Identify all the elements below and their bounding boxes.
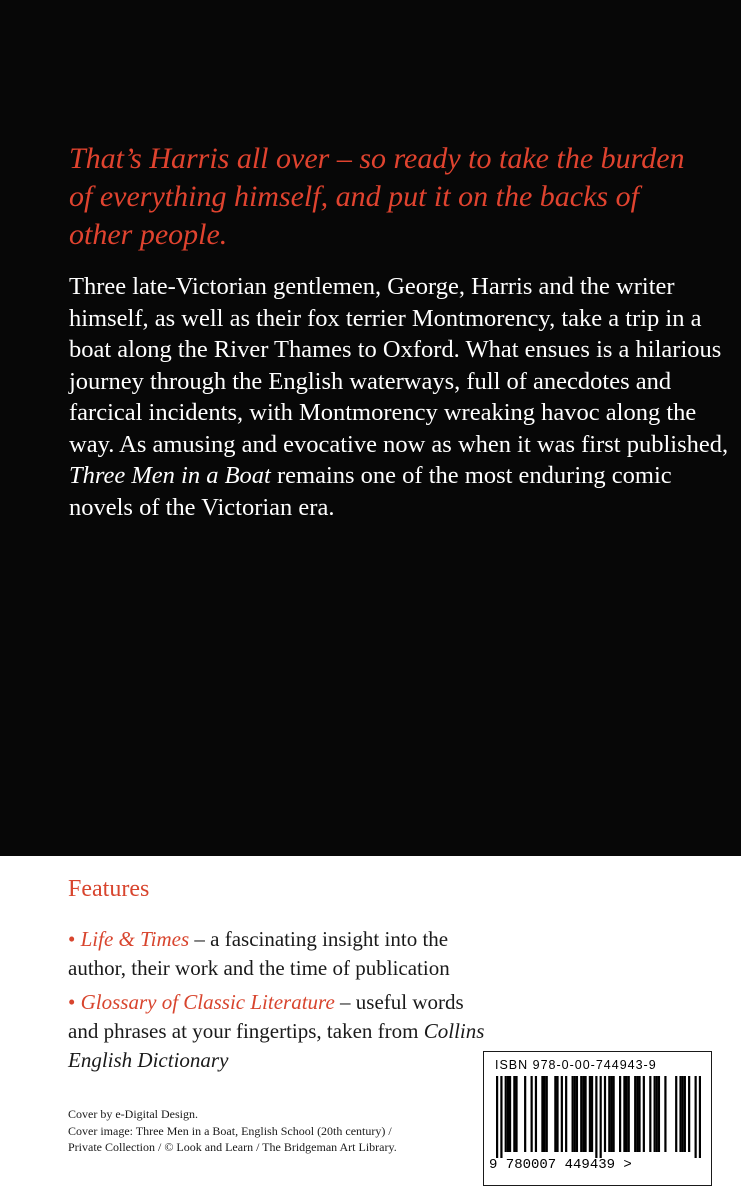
- barcode-bar: [604, 1076, 606, 1152]
- credit-line: Cover image: Three Men in a Boat, English School (20th century) /: [68, 1123, 392, 1138]
- feature-description: – useful words and phrases at your fingertips, taken from: [68, 990, 464, 1043]
- barcode-bar: [535, 1076, 537, 1152]
- barcode-bar: [507, 1076, 509, 1152]
- barcode-bar: [623, 1076, 625, 1152]
- barcode-bar: [638, 1076, 640, 1152]
- barcode-bar: [574, 1076, 576, 1152]
- barcode-bar: [675, 1076, 677, 1152]
- barcode-bar: [509, 1076, 511, 1152]
- barcode-bar: [524, 1076, 526, 1152]
- barcode-bar: [589, 1076, 591, 1152]
- barcode-bar: [610, 1076, 612, 1152]
- bullet-icon: •: [68, 990, 76, 1014]
- barcode-bar: [556, 1076, 558, 1152]
- barcode-bar: [613, 1076, 615, 1152]
- barcode-bar: [572, 1076, 574, 1152]
- feature-name: Glossary of Classic Literature: [80, 990, 335, 1014]
- barcode-bar: [688, 1076, 690, 1152]
- barcode-bar: [636, 1076, 638, 1152]
- barcode-bar: [699, 1076, 701, 1158]
- barcode-bar: [584, 1076, 586, 1152]
- isbn-barcode: [483, 1051, 712, 1186]
- blurb-text-start: Three late-Victorian gentlemen, George, Harris and the writer himself, as well as their fox terrier Montmorency, take a trip in a boat along the River Thames to Oxford. What ensues is a hilarious journey through the English waterways, full of anecdotes and farcical incidents, with Montmorency wreaking havoc along the way. As amusing and evocative now as when it was first published,: [69, 273, 729, 458]
- barcode-bar: [496, 1076, 498, 1158]
- blurb-book-title: Three Men in a Boat: [69, 462, 271, 489]
- feature-description: – a fascinating insight into the author, their work and the time of publication: [68, 927, 450, 980]
- credit-line: Private Collection / © Look and Learn / The Bridgeman Art Library.: [68, 1140, 397, 1154]
- barcode-bar: [684, 1076, 686, 1152]
- barcode-bar: [695, 1076, 697, 1158]
- barcode-bar: [656, 1076, 658, 1152]
- pull-quote: That’s Harris all over – so ready to take the burden of everything himself, and put it on the backs of other people.: [69, 142, 685, 251]
- barcode-bar: [576, 1076, 578, 1152]
- barcode-bar: [580, 1076, 582, 1152]
- isbn-label: ISBN 978-0-00-744943-9: [495, 1058, 657, 1072]
- feature-source: Collins English Dictionary: [68, 1019, 485, 1072]
- barcode-bar: [619, 1076, 621, 1152]
- barcode-bar: [582, 1076, 584, 1152]
- barcode-bar: [554, 1076, 556, 1152]
- bullet-icon: •: [68, 927, 76, 951]
- barcode-bar: [634, 1076, 636, 1152]
- barcode-bar: [541, 1076, 543, 1152]
- synopsis-blurb: [69, 271, 729, 523]
- barcode-bar: [679, 1076, 681, 1152]
- barcode-bar: [649, 1076, 651, 1152]
- feature-item: [68, 988, 498, 1075]
- barcode-bar: [682, 1076, 684, 1152]
- feature-item: [68, 925, 498, 983]
- feature-name: Life & Times: [80, 927, 190, 951]
- barcode-bar: [628, 1076, 630, 1152]
- barcode-bar: [658, 1076, 660, 1152]
- barcode-bar: [513, 1076, 515, 1152]
- cover-credits: [68, 1106, 468, 1156]
- features-heading: Features: [68, 876, 150, 902]
- barcode-bar: [515, 1076, 517, 1152]
- credit-line: Cover by e-Digital Design.: [68, 1107, 198, 1121]
- blurb-text-end: remains one of the most enduring comic novels of the Victorian era.: [69, 462, 672, 521]
- barcode-bar: [591, 1076, 593, 1152]
- barcode-bars: [496, 1076, 701, 1158]
- barcode-bar: [608, 1076, 610, 1152]
- barcode-bar: [664, 1076, 666, 1152]
- barcode-bar: [505, 1076, 507, 1152]
- barcode-bar: [654, 1076, 656, 1152]
- barcode-bar: [546, 1076, 548, 1152]
- barcode-bar: [643, 1076, 645, 1152]
- barcode-bar: [565, 1076, 567, 1152]
- barcode-bar: [500, 1076, 502, 1158]
- barcode-bar: [561, 1076, 563, 1152]
- barcode-bar: [600, 1076, 602, 1158]
- ean-digits: 9 780007 449439 >: [489, 1157, 632, 1173]
- barcode-bar: [625, 1076, 627, 1152]
- barcode-bar: [531, 1076, 533, 1152]
- barcode-bar: [543, 1076, 545, 1152]
- barcode-bar: [595, 1076, 597, 1158]
